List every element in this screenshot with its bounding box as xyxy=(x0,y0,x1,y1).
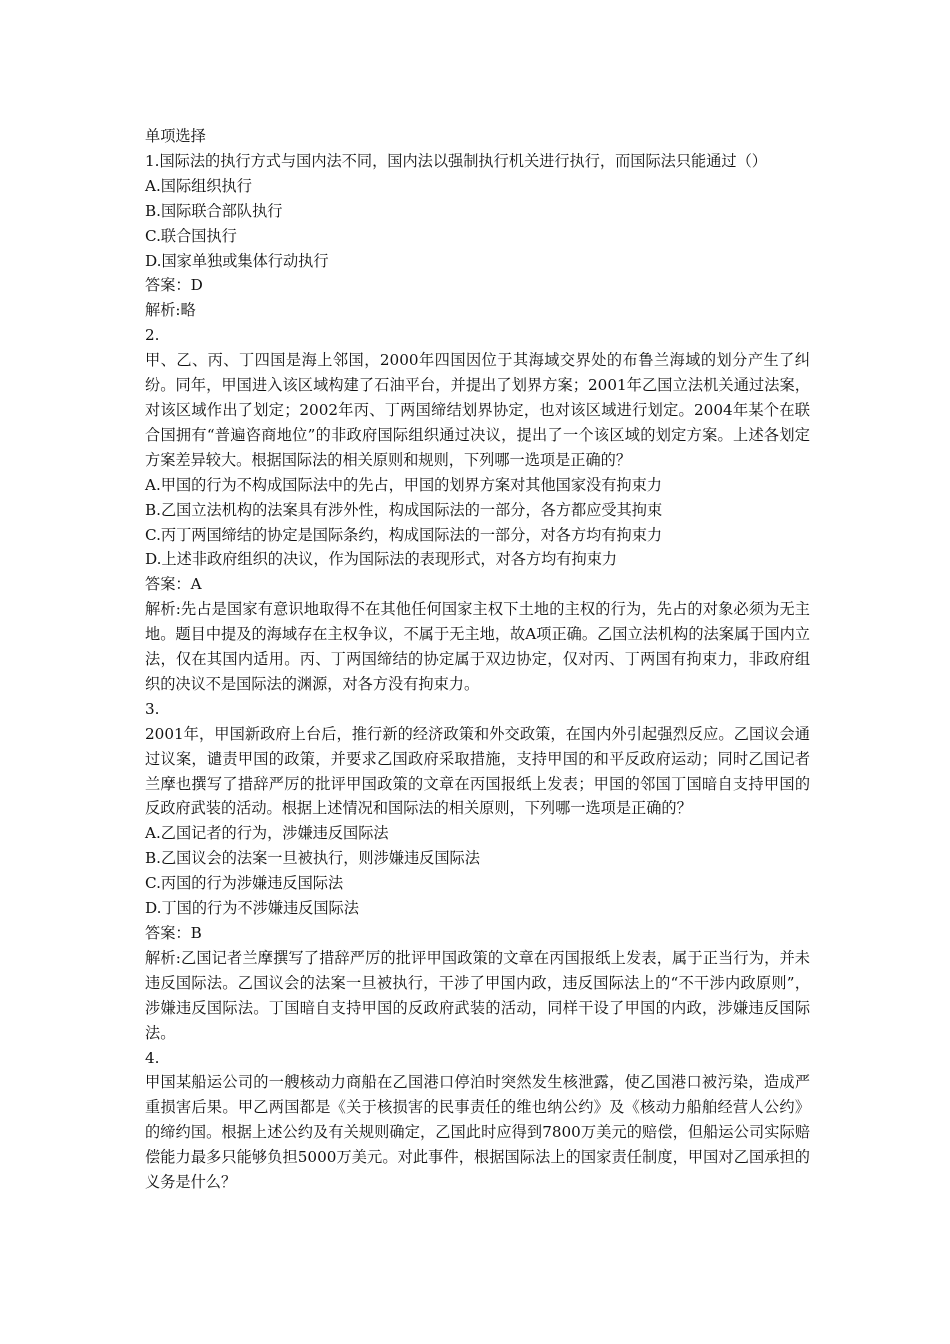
question-3-option-b: B.乙国议会的法案一旦被执行，则涉嫌违反国际法 xyxy=(145,849,480,868)
question-2-number: 2. xyxy=(145,326,160,345)
question-3-option-a: A.乙国记者的行为，涉嫌违反国际法 xyxy=(145,824,389,843)
question-2-stem: 甲、乙、丙、丁四国是海上邻国，2000年四国因位于其海域交界处的布鲁兰海域的划分产生了纠纷。同年，甲国进入该区域构建了石油平台，并提出了划界方案；2001年乙国立法机关通过法案，对该区域作出了划定；2002年丙、丁两国缔结划界协定，也对该区域进行划定。2004年某个在联合国拥有“普遍咨商地位”的非政府国际组织通过决议，提出了一个该区域的划定方案。上述各划定方案差异较大。根据国际法的相关原则和规则，下列哪一选项是正确的？ xyxy=(145,351,810,469)
question-2-answer: 答案：A xyxy=(145,575,202,594)
question-4-number: 4. xyxy=(145,1048,160,1067)
question-3-option-c: C.丙国的行为涉嫌违反国际法 xyxy=(145,874,344,893)
question-2-option-a: A.甲国的行为不构成国际法中的先占，甲国的划界方案对其他国家没有拘束力 xyxy=(145,475,662,494)
question-1-option-a: A.国际组织执行 xyxy=(145,176,252,195)
question-1-analysis: 解析:略 xyxy=(145,301,196,320)
question-2-option-c: C.丙丁两国缔结的协定是国际条约，构成国际法的一部分，对各方均有拘束力 xyxy=(145,525,663,544)
question-1-stem: 1.国际法的执行方式与国内法不同，国内法以强制执行机关进行执行，而国际法只能通过（） xyxy=(145,151,767,170)
document-page xyxy=(145,124,810,1195)
question-3-analysis: 解析:乙国记者兰摩撰写了措辞严厉的批评甲国政策的文章在丙国报纸上发表，属于正当行为，并未违反国际法。乙国议会的法案一旦被执行，干涉了甲国内政，违反国际法上的“不干涉内政原则”，涉嫌违反国际法。丁国暗自支持甲国的反政府武装的活动，同样干设了甲国的内政，涉嫌违反国际法。 xyxy=(145,948,810,1042)
question-1-answer: 答案：D xyxy=(145,276,203,295)
question-2-option-b: B.乙国立法机构的法案具有涉外性，构成国际法的一部分，各方都应受其拘束 xyxy=(145,500,663,519)
question-1-option-d: D.国家单独或集体行动执行 xyxy=(145,251,329,270)
question-2-option-d: D.上述非政府组织的决议，作为国际法的表现形式，对各方均有拘束力 xyxy=(145,550,618,569)
question-4-stem: 甲国某船运公司的一艘核动力商船在乙国港口停泊时突然发生核泄露，使乙国港口被污染，造成严重损害后果。甲乙两国都是《关于核损害的民事责任的维也纳公约》及《核动力船舶经营人公约》的缔约国。根据上述公约及有关规则确定，乙国此时应得到7800万美元的赔偿，但船运公司实际赔偿能力最多只能够负担5000万美元。对此事件，根据国际法上的国家责任制度，甲国对乙国承担的义务是什么？ xyxy=(145,1073,810,1192)
question-1-option-b: B.国际联合部队执行 xyxy=(145,201,283,220)
question-3-number: 3. xyxy=(145,699,160,718)
question-1-option-c: C.联合国执行 xyxy=(145,226,237,245)
question-2-analysis: 解析:先占是国家有意识地取得不在其他任何国家主权下土地的主权的行为，先占的对象必须为无主地。题目中提及的海域存在主权争议，不属于无主地，故A项正确。乙国立法机构的法案属于国内立法，仅在其国内适用。丙、丁两国缔结的协定属于双边协定，仅对丙、丁两国有拘束力，非政府组织的决议不是国际法的渊源，对各方没有拘束力。 xyxy=(145,600,810,693)
section-title: 单项选择 xyxy=(145,127,206,145)
question-3-option-d: D.丁国的行为不涉嫌违反国际法 xyxy=(145,899,359,918)
question-3-stem: 2001年，甲国新政府上台后，推行新的经济政策和外交政策，在国内外引起强烈反应。乙国议会通过议案，谴责甲国的政策，并要求乙国政府采取措施，支持甲国的和平反政府运动；同时乙国记者兰摩也撰写了措辞严厉的批评甲国政策的文章在丙国报纸上发表；甲国的邻国丁国暗自支持甲国的反政府武装的活动。根据上述情况和国际法的相关原则，下列哪一选项是正确的？ xyxy=(145,724,810,818)
question-3-answer: 答案：B xyxy=(145,924,202,942)
